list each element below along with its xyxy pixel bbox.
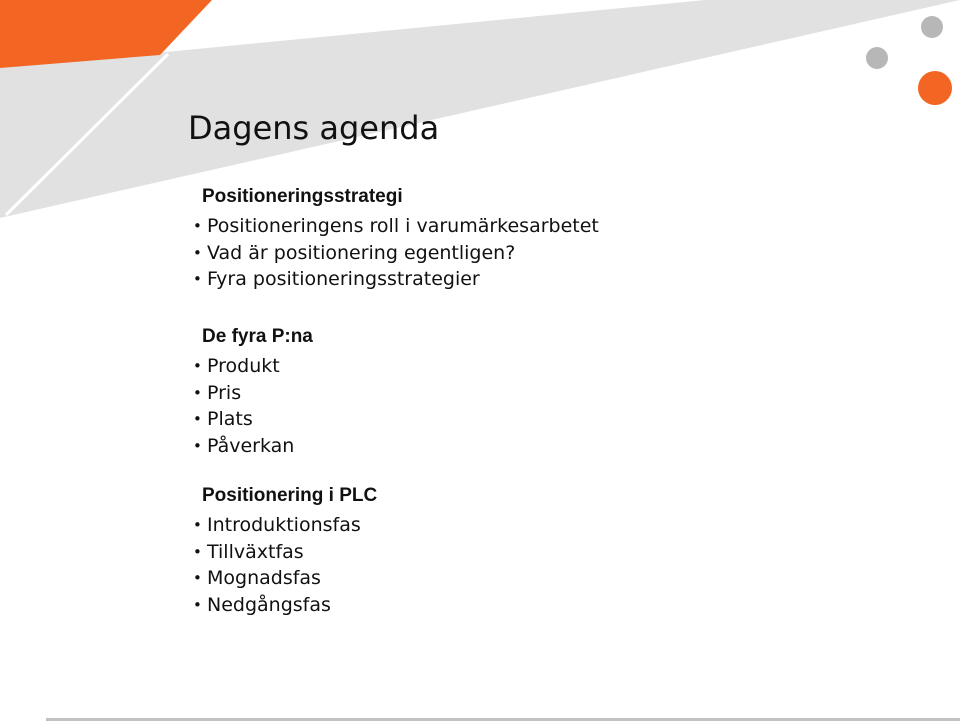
list-item <box>190 539 377 566</box>
bullet-icon: • <box>193 542 202 561</box>
bullet-icon: • <box>193 383 202 402</box>
gray-dot-top <box>921 16 943 38</box>
list-item-text: Nedgångsfas <box>207 593 331 616</box>
list-item <box>190 512 377 539</box>
list-item <box>190 266 599 293</box>
footer-divider <box>46 718 960 721</box>
list-item-text: Produkt <box>207 355 280 377</box>
list-item <box>190 433 313 460</box>
bullet-icon: • <box>193 569 202 587</box>
bullet-icon: • <box>193 270 202 288</box>
bullet-icon: • <box>193 436 202 455</box>
bullet-icon: • <box>193 357 202 375</box>
bullet-list <box>190 213 599 293</box>
list-item <box>190 213 599 240</box>
list-item <box>190 592 377 619</box>
bullet-list <box>190 512 377 618</box>
list-item <box>190 565 377 592</box>
bullet-icon: • <box>193 595 202 614</box>
bullet-icon: • <box>193 410 202 428</box>
bullet-icon: • <box>193 516 202 534</box>
list-item-text: Påverkan <box>207 434 295 457</box>
list-item <box>190 406 313 433</box>
bullet-icon: • <box>193 217 202 235</box>
gray-dot-left <box>866 47 888 69</box>
slide-title: Dagens agenda <box>188 109 440 147</box>
list-item-text: Positioneringens roll i varumärkesarbetet <box>207 215 599 237</box>
section-positioneringsstrategi <box>190 185 599 293</box>
section-positionering-i-plc <box>190 484 377 618</box>
list-item-text: Pris <box>207 381 242 404</box>
list-item-text: Vad är positionering egentligen? <box>207 241 516 264</box>
list-item-text: Tillväxtfas <box>207 540 304 563</box>
list-item-text: Mognadsfas <box>207 567 321 589</box>
bullet-list <box>190 353 313 459</box>
orange-dot <box>918 71 952 105</box>
bullet-icon: • <box>193 243 202 262</box>
list-item-text: Plats <box>207 408 253 430</box>
list-item-text: Fyra positioneringsstrategier <box>207 268 480 290</box>
section-heading: Positionering i PLC <box>202 485 378 506</box>
section-heading: De fyra P:na <box>202 326 313 347</box>
list-item <box>190 380 313 407</box>
list-item-text: Introduktionsfas <box>207 514 361 536</box>
section-heading: Positioneringsstrategi <box>202 186 403 207</box>
section-de-fyra-p <box>190 325 313 459</box>
list-item <box>190 353 313 380</box>
list-item <box>190 240 599 267</box>
